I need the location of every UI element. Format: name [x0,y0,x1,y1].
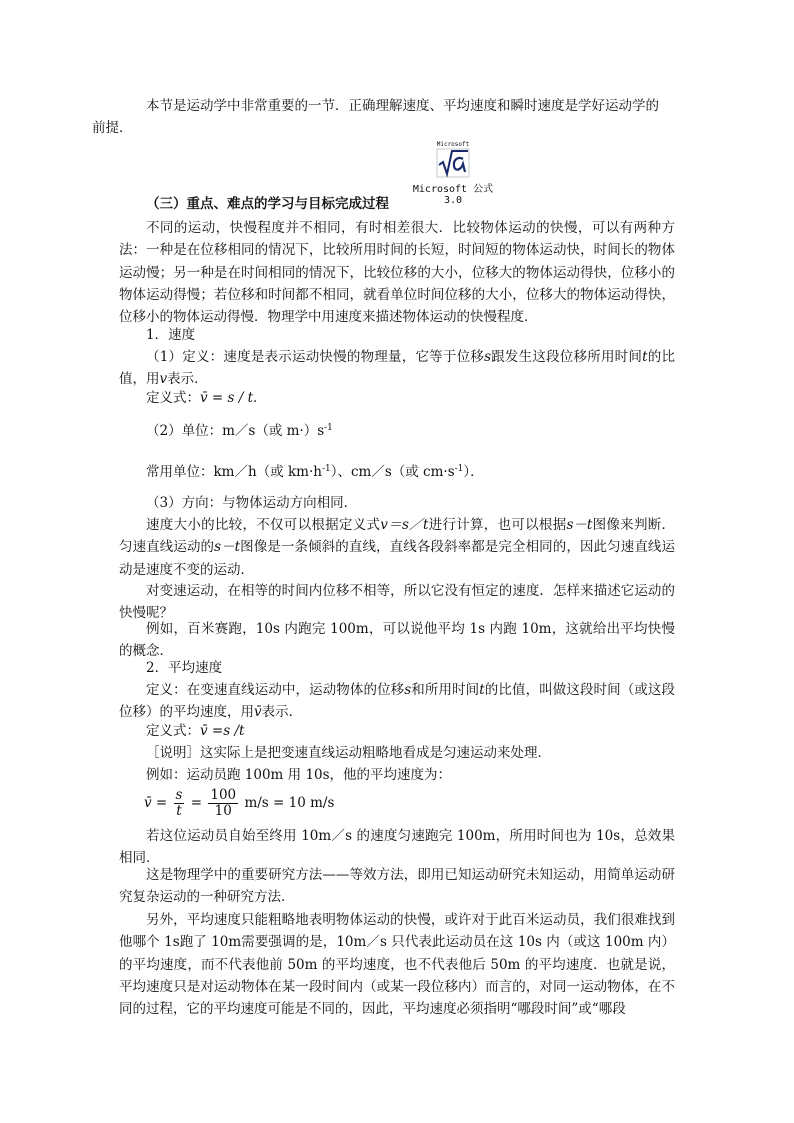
formula1-label: 定义式： [146,390,200,406]
intro-line-1: 本节是运动学中非常重要的一节．正确理解速度、平均速度和瞬时速度是学好运动学的 [146,98,659,114]
para-speed-intro: 不同的运动，快慢程度并不相同，有时相差很大．比较物体运动的快慢，可以有两种方法：一种是在位移相同的情况下，比较所用时间的长短，时间短的物体运动快，时间长的物体运动慢；另一种是在时间相同的情况下，比较位移的大小，位移大的物体运动得快，位移小的物体运动得慢；若位移和时间都不相同，就看单位时间位移的大小，位移大的物体运动得快，位移小的物体运动得慢．物理学中用速度来描述物体运动的快慢程度． [119,220,675,326]
def1-t: t [642,349,648,365]
calc-num-1: s [175,787,183,803]
compare-st-2: s－t [214,539,241,556]
compare-formula: v＝s／t [380,517,429,533]
unit-line [119,420,675,442]
def2-v: v̄ [254,704,262,721]
def2-c: 的比值，叫做这段时间（或这段位移）的平均速度，用 [119,682,676,721]
def2-a: 定义：在变速直线运动中，运动物体的位移 [146,682,405,698]
formula1: v̄ = s / t [200,390,254,406]
def1-c: 的比值，用 [119,349,675,388]
calc-lhs: v̄ = [144,795,168,811]
compare-st-1: s－t [566,517,593,533]
def1-a: （1）定义：速度是表示运动快慢的物理量，它等于位移 [146,349,485,365]
calc-den-1: t [176,803,182,819]
common-sup-2: -1 [454,464,464,474]
def2-b: 和所用时间 [411,682,480,698]
def2-t: t [479,682,485,698]
uniform-paragraph: 若这位运动员自始至终用 10m／s 的速度匀速跑完 100m，所用时间也为 10s，总效果相同． [119,828,675,867]
common-a: 常用单位：km／h（或 km·h [146,464,322,480]
def2-d: 表示． [261,704,303,721]
calc-fraction-2 [208,788,238,819]
calc-rhs: m/s = 10 m/s [244,795,335,811]
besides-paragraph: 另外，平均速度只能粗略地表明物体运动的快慢，或许对于此百米运动员，我们很难找到他哪个 1s跑了 10m需要强调的是，10m／s 只代表此运动员在这 10s 内（或这 100m 内）的平均速度，而不代表他前 50m 的平均速度，也不代表他后 50m 的平均速度．也就是说，平均速度只是对运动物体在某一段时间内（或某一段位移内）而言的，对同一运动物体，在不同的过程，它的平均速度可能是不同的，因此，平均速度必须指明“哪段时间”或“哪段 [119,912,675,1018]
calc-num-2: 100 [210,787,237,803]
unit-a: （2）单位：m／s（或 m·）s [146,423,325,439]
direction-line: （3）方向：与物体运动方向相同． [146,495,358,511]
common-b: ）、cm／s（或 cm·s [330,464,455,480]
calc-eq: = [190,795,203,811]
compare-a: 速度大小的比较，不仅可以根据定义式 [146,517,381,533]
formula2-label: 定义式： [146,723,200,739]
compare-c: 图像来判断．匀速直线运动的 [119,517,676,556]
formula2-line [119,720,675,742]
def1-d: 表示． [167,371,208,388]
def1-b: 跟发生这段位移所用时间 [491,349,643,365]
section-heading: （三）重点、难点的学习与目标完成过程 [146,196,389,212]
example1-paragraph: 例如，百米赛跑，10s 内跑完 100m，可以说他平均 1s 内跑 10m，这就给出平均快慢的概念． [119,621,675,660]
formula2: v̄ =s /t [200,723,245,739]
note-line: ［说明］这实际上是把变速直线运动粗略地看成是匀速运动来处理． [146,745,551,761]
compare-d: 图像是一条倾斜的直线，直线各段斜率都是完全相同的，因此匀速直线运动是速度不变的运动． [119,539,676,578]
formula1-end: ． [253,390,267,406]
sec1-title: 1．速度 [146,327,196,343]
common-units-line [119,461,675,483]
equation-label-1: Microsoft 公式 [412,184,494,195]
equation-brand: Microsoft [436,141,470,148]
def1-paragraph [119,346,675,391]
calc-den-2: 10 [214,803,232,819]
def1-s: s [484,349,491,365]
formula1-line [119,387,675,409]
example2-line: 例如：运动员跑 100m 用 10s，他的平均速度为： [146,767,452,783]
def1-v: v [159,371,168,388]
sqrt-alpha-equation-icon [436,148,470,182]
intro-line-2: 前提． [92,120,133,137]
variable-paragraph: 对变速运动，在相等的时间内位移不相等，所以它没有恒定的速度．怎样来描述它运动的快慢呢？ [119,583,675,622]
intro-paragraph [92,95,675,140]
def2-s: s [404,682,412,698]
equation-label-2: 3.0 [443,195,463,206]
def2-paragraph [119,679,675,724]
compare-paragraph [119,514,675,581]
compare-b: 进行计算，也可以根据 [428,517,567,533]
calc-fraction-1 [174,788,185,819]
sec2-title: 2．平均速度 [146,660,223,676]
unit-sup: -1 [324,423,333,433]
method-paragraph: 这是物理学中的重要研究方法——等效方法，即用已知运动研究未知运动，用简单运动研究复杂运动的一种研究方法． [119,867,675,906]
common-sup-1: -1 [321,464,331,474]
calc-formula [144,788,334,819]
common-c: ）． [463,464,484,480]
